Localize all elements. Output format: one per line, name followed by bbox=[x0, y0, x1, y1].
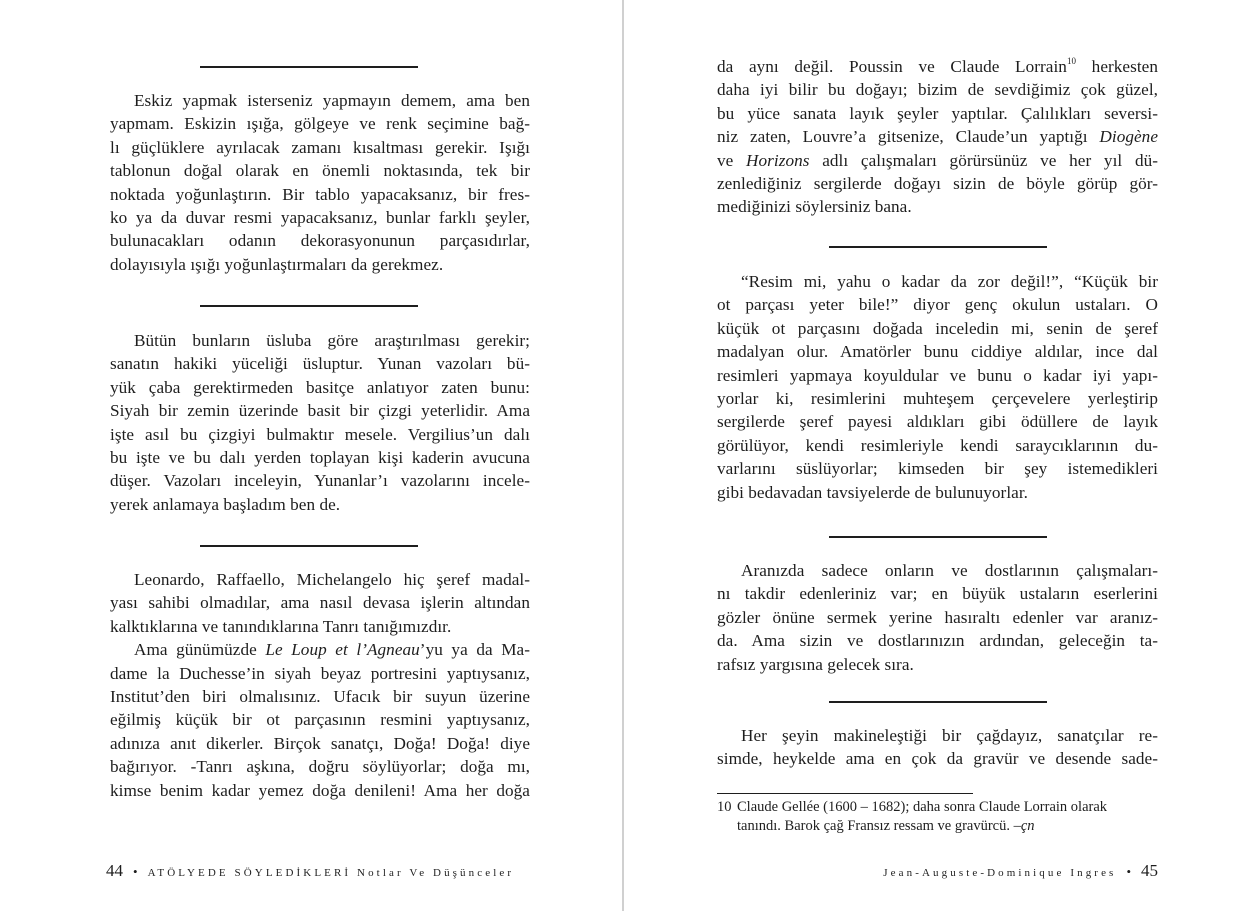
text-line: nı takdir edenleriniz var; en büyük ustaların eserlerini bbox=[717, 584, 1158, 604]
section-divider bbox=[200, 305, 418, 307]
page-number: 45 bbox=[1141, 861, 1158, 880]
text-line: dolayısıyla ışığı yoğunlaştırmaları da gerekmez. bbox=[110, 254, 444, 274]
footnote bbox=[717, 798, 1158, 836]
text-line: işte asıl bu çizgiyi bulmaktır mesele. Vergilius’un dalı bbox=[110, 424, 530, 444]
text-line: simde, heykelde ama en çok da gravür ve desende sade- bbox=[717, 749, 1158, 769]
text-run: niz zaten, Louvre’a gitsenize, Claude’un yaptığı bbox=[717, 127, 1100, 147]
text-line: da. Ama sizin ve dostlarınızın ardından, geleceğin ta- bbox=[717, 631, 1158, 651]
text-line: yapmam. Eskizin ışığa, gölgeye ve renk seçimine bağ- bbox=[110, 114, 530, 134]
section-divider bbox=[200, 66, 418, 68]
text-line: varlarını süslüyorlar; kimseden bir şey istemedikleri bbox=[717, 459, 1158, 479]
bullet-separator: • bbox=[1126, 864, 1131, 879]
footnote-line bbox=[717, 798, 1158, 817]
bullet-separator: • bbox=[133, 864, 138, 879]
text-line: küçük ot parçasını doğada inceledin mi, senin de şeref bbox=[717, 318, 1158, 338]
text-line: kimse benim kadar yemez doğa denileni! Ama her doğa bbox=[110, 780, 530, 800]
text-line: Aranızda sadece onların ve dostlarının çalışmaları- bbox=[741, 561, 1158, 580]
text-line: ot parçası yeter bile!” diyor genç okulun ustaları. O bbox=[717, 295, 1158, 315]
text-line: kalktıklarına ve tanındıklarına Tanrı tanığımızdır. bbox=[110, 616, 452, 636]
text-line: tablonun doğal olarak en önemli noktasında, tek bir bbox=[110, 161, 530, 181]
footnote-line bbox=[717, 817, 1158, 836]
section-divider bbox=[829, 536, 1047, 538]
text-line: yük çaba gerektirmeden basitçe anlatıyor zaten bunu: bbox=[110, 377, 530, 397]
text-line: bu yüce sanata layık şeyler yaptılar. Çalılıkları seversi- bbox=[717, 103, 1158, 123]
text-line: mediğinizi söylersiniz bana. bbox=[717, 197, 912, 217]
running-head: Jean-Auguste-Dominique Ingres bbox=[883, 867, 1117, 879]
text-line: adınıza anıt dikerler. Birçok sanatçı, Doğa! Doğa! diye bbox=[110, 733, 530, 753]
paragraph bbox=[717, 270, 1158, 504]
text-line: “Resim mi, yahu o kadar da zor değil!”, “Küçük bir bbox=[741, 272, 1158, 291]
book-title-italic: Le Loup et l’Agneau bbox=[265, 640, 420, 660]
text-line: ko ya da duvar resmi yapacaksanız, bunlar farklı şeyler, bbox=[110, 207, 530, 227]
section-divider bbox=[829, 701, 1047, 703]
page-footer bbox=[883, 861, 1158, 881]
artwork-title-italic: Horizons bbox=[746, 150, 810, 170]
text-line: gibi bedavadan tavsiyelerde de bulunuyorlar. bbox=[717, 482, 1028, 502]
text-run: adlı çalışmaları görürsünüz ve her yıl dü- bbox=[809, 150, 1159, 170]
left-page bbox=[106, 0, 530, 911]
text-line: Bütün bunların üsluba göre araştırılması gerekir; bbox=[134, 331, 530, 350]
text-line: bu işte ve bu dalı yerden toplayan kişi kaderin avucuna bbox=[110, 447, 530, 467]
text-line: bağırıyor. -Tanrı aşkına, doğru söylüyorlar; doğa mı, bbox=[110, 757, 530, 777]
footnote-text: Claude Gellée (1600 – 1682); daha sonra Claude Lorrain olarak bbox=[737, 799, 1108, 815]
text-run: ve bbox=[717, 150, 747, 170]
footnote-text: tanındı. Barok çağ Fransız ressam ve gravürcü. – bbox=[737, 818, 1021, 834]
text-line: madalyan olur. Amatörler bunu ciddiye aldılar, ince dal bbox=[717, 342, 1158, 362]
text-line: Leonardo, Raffaello, Michelangelo hiç şeref madal- bbox=[134, 570, 530, 589]
text-line: bulunacakları odanın dekorasyonunun parçasıdırlar, bbox=[110, 231, 530, 251]
text-line: gözler önüne sermek yerine hasıraltı edenler var aranız- bbox=[717, 607, 1158, 627]
text-run: Ama günümüzde bbox=[134, 640, 266, 660]
translator-note-italic: çn bbox=[1020, 818, 1035, 834]
text-line: zenlediğiniz sergilerde doğayı sizin de böyle görüp gör- bbox=[717, 173, 1158, 193]
text-line bbox=[110, 638, 530, 661]
section-divider bbox=[829, 246, 1047, 248]
text-line bbox=[717, 125, 1158, 148]
text-run: herkesten bbox=[1076, 57, 1158, 76]
footnote-number: 10 bbox=[717, 799, 732, 815]
text-run: da aynı değil. Poussin ve Claude Lorrain bbox=[717, 57, 1067, 76]
text-line bbox=[717, 149, 1158, 172]
text-line: görülüyor, kendi resimleriyle kendi saraycıklarının du- bbox=[717, 435, 1158, 455]
text-line: sergilerde şeref payesi aldıkları gibi ödüllere de layık bbox=[717, 412, 1158, 432]
paragraph bbox=[717, 559, 1158, 676]
text-line: düşer. Vazoları inceleyin, Yunanlar’ı vazolarını incele- bbox=[110, 471, 530, 491]
text-line: yası sahibi olmadılar, ama nasıl devasa işlerin altından bbox=[110, 593, 530, 613]
text-line: sanatın hakiki yüceliği üsluptur. Yunan vazoları bü- bbox=[110, 354, 530, 374]
footnote-ref[interactable]: 10 bbox=[1066, 56, 1077, 67]
text-line: dame la Duchesse’in siyah beyaz portresini yaptıysanız, bbox=[110, 663, 530, 683]
text-line: yerek anlamaya başladım ben de. bbox=[110, 494, 341, 514]
text-line: Siyah bir zemin üzerinde basit bir çizgi yeterlidir. Ama bbox=[110, 401, 530, 421]
paragraph bbox=[110, 568, 530, 802]
text-line: noktada yoğunlaştırın. Bir tablo yapacaksanız, bir fres- bbox=[110, 184, 530, 204]
book-spine-divider bbox=[622, 0, 624, 911]
footnote-divider bbox=[717, 793, 973, 794]
paragraph bbox=[717, 55, 1158, 219]
running-head: ATÖLYEDE SÖYLEDİKLERİ Notlar Ve Düşünceler bbox=[147, 867, 515, 879]
text-line bbox=[717, 55, 1158, 78]
paragraph bbox=[110, 329, 530, 516]
text-line: lı güçlüklere ayrılacak zamanı kısaltması gerekir. Işığı bbox=[110, 137, 530, 157]
paragraph bbox=[110, 89, 530, 276]
paragraph bbox=[717, 724, 1158, 771]
text-line: daha iyi bilir bu doğayı; bizim de sevdiğimiz çok güzel, bbox=[717, 80, 1158, 100]
text-line: eğilmiş küçük bir ot parçasının resmini yaptıysanız, bbox=[110, 710, 530, 730]
text-line: rafsız yargısına gelecek sıra. bbox=[717, 654, 914, 674]
text-line: Institut’den biri olmalısınız. Ufacık bir suyun üzerine bbox=[110, 686, 530, 706]
text-line: yorlar ki, resimlerini muhteşem çerçevelere yerleştirip bbox=[717, 388, 1158, 408]
artwork-title-italic: Diogène bbox=[1099, 127, 1158, 147]
text-line: Her şeyin makineleştiği bir çağdayız, sanatçılar re- bbox=[741, 726, 1158, 745]
page-number: 44 bbox=[106, 861, 123, 880]
page-footer bbox=[106, 861, 514, 881]
text-line: Eskiz yapmak isterseniz yapmayın demem, ama ben bbox=[134, 91, 530, 110]
section-divider bbox=[200, 545, 418, 547]
text-line: resimleri yapmaya koyuldular ve bunu o kadar iyi yapı- bbox=[717, 365, 1158, 385]
text-run: ’yu ya da Ma- bbox=[419, 640, 530, 660]
right-page bbox=[717, 0, 1158, 911]
